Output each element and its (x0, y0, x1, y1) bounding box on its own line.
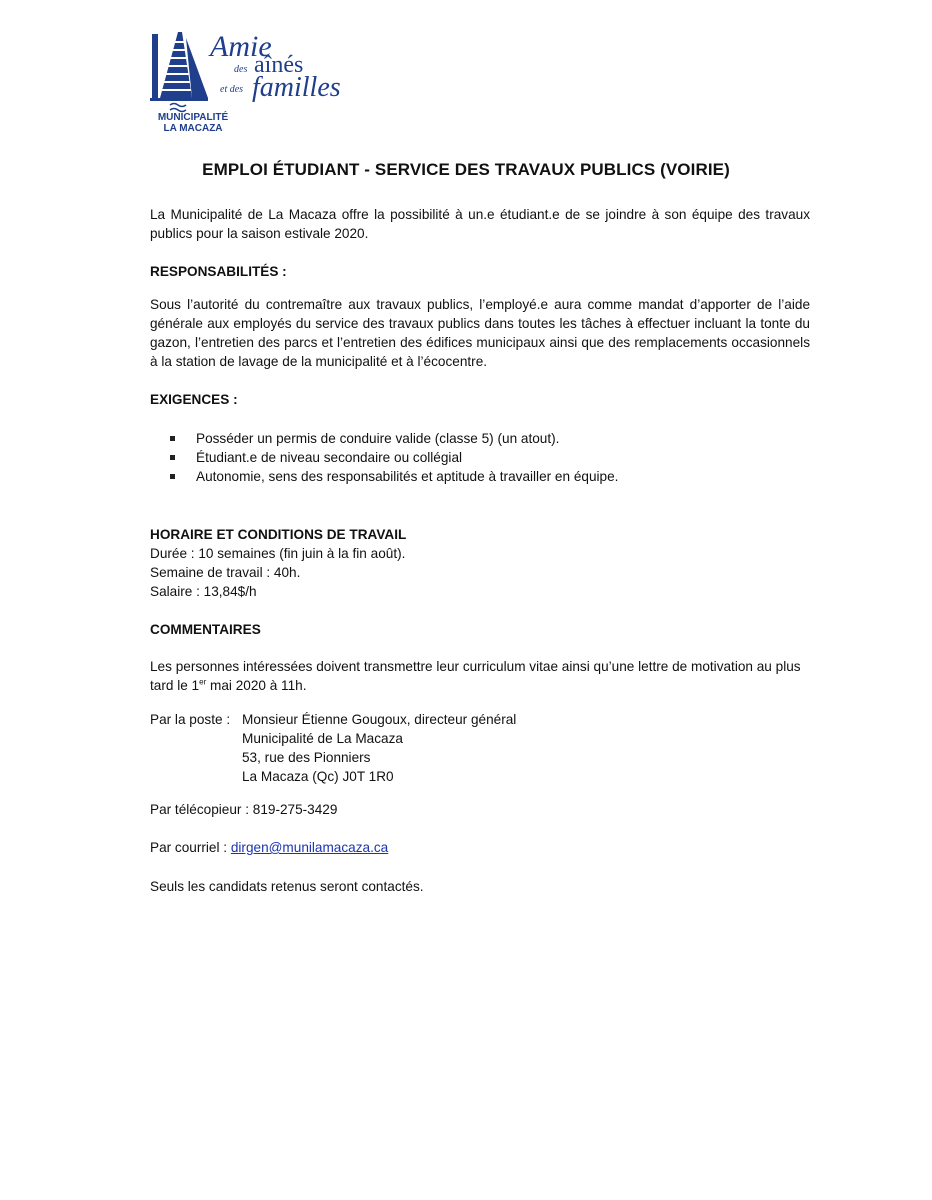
commentaires-text-after: mai 2020 à 11h. (206, 678, 307, 693)
courriel-line (150, 838, 810, 857)
address-row (150, 748, 810, 767)
address-line: La Macaza (Qc) J0T 1R0 (242, 769, 394, 784)
telecopieur-line: Par télécopieur : 819-275-3429 (150, 802, 338, 817)
page-title: EMPLOI ÉTUDIANT - SERVICE DES TRAVAUX PUBLICS (VOIRIE) (202, 160, 730, 179)
exigences-list (150, 429, 810, 486)
list-item: Posséder un permis de conduire valide (classe 5) (un atout). (150, 429, 810, 448)
list-item: Autonomie, sens des responsabilités et aptitude à travailler en équipe. (150, 467, 810, 486)
horaire-semaine: Semaine de travail : 40h. (150, 565, 301, 580)
address-row (150, 710, 810, 729)
horaire-heading: HORAIRE ET CONDITIONS DE TRAVAIL (150, 527, 407, 542)
logo-tagline-des: des (234, 64, 248, 75)
poste-label: Par la poste : (150, 712, 231, 727)
address-line: 53, rue des Pionniers (242, 750, 371, 765)
municipality-line-1: MUNICIPALITÉ (157, 112, 229, 123)
exigences-heading: EXIGENCES : (150, 392, 238, 407)
courriel-label: Par courriel : (150, 840, 231, 855)
municipality-name (148, 112, 238, 134)
horaire-section (150, 525, 810, 601)
commentaires-text-before: Les personnes intéressées doivent transmettre leur curriculum vitae ainsi qu’une lettre de motivation au plus tard le 1 (150, 659, 801, 693)
poste-address (150, 710, 810, 786)
horaire-duree: Durée : 10 semaines (fin juin à la fin août). (150, 546, 406, 561)
responsabilites-heading: RESPONSABILITÉS : (150, 264, 287, 279)
commentaires-heading: COMMENTAIRES (150, 622, 261, 637)
responsabilites-paragraph: Sous l’autorité du contremaître aux travaux publics, l’employé.e aura comme mandat d’apporter de l’aide générale aux employés du service des travaux publics dans toutes les tâches à effectuer incluant la tonte du gazon, l’entretien des parcs et l’entretien des édifices municipaux ainsi que des remplacements occasionnels à la station de lavage de la municipalité et à l’écocentre. (150, 297, 810, 369)
address-row (150, 767, 810, 786)
municipality-line-2: LA MACAZA (163, 123, 223, 134)
intro-paragraph: La Municipalité de La Macaza offre la possibilité à un.e étudiant.e de se joindre à son équipe des travaux publics pour la saison estivale 2020. (150, 207, 810, 241)
list-item: Étudiant.e de niveau secondaire ou collégial (150, 448, 810, 467)
email-link[interactable]: dirgen@munilamacaza.ca (230, 840, 389, 855)
lighthouse-logo-icon (148, 28, 210, 116)
address-line: Municipalité de La Macaza (242, 731, 403, 746)
address-line: Monsieur Étienne Gougoux, directeur général (242, 712, 517, 727)
municipality-logo (148, 28, 348, 138)
logo-tagline-et-des: et des (220, 84, 244, 95)
logo-tagline-amie: Amie (210, 30, 272, 63)
logo-tagline-aines: aînés (254, 52, 304, 78)
logo-tagline-familles: familles (252, 72, 341, 103)
closing-note: Seuls les candidats retenus seront contactés. (150, 879, 424, 894)
horaire-salaire: Salaire : 13,84$/h (150, 584, 257, 599)
commentaires-ordinal: er (199, 677, 207, 687)
address-row (150, 729, 810, 748)
commentaires-paragraph (150, 657, 810, 695)
